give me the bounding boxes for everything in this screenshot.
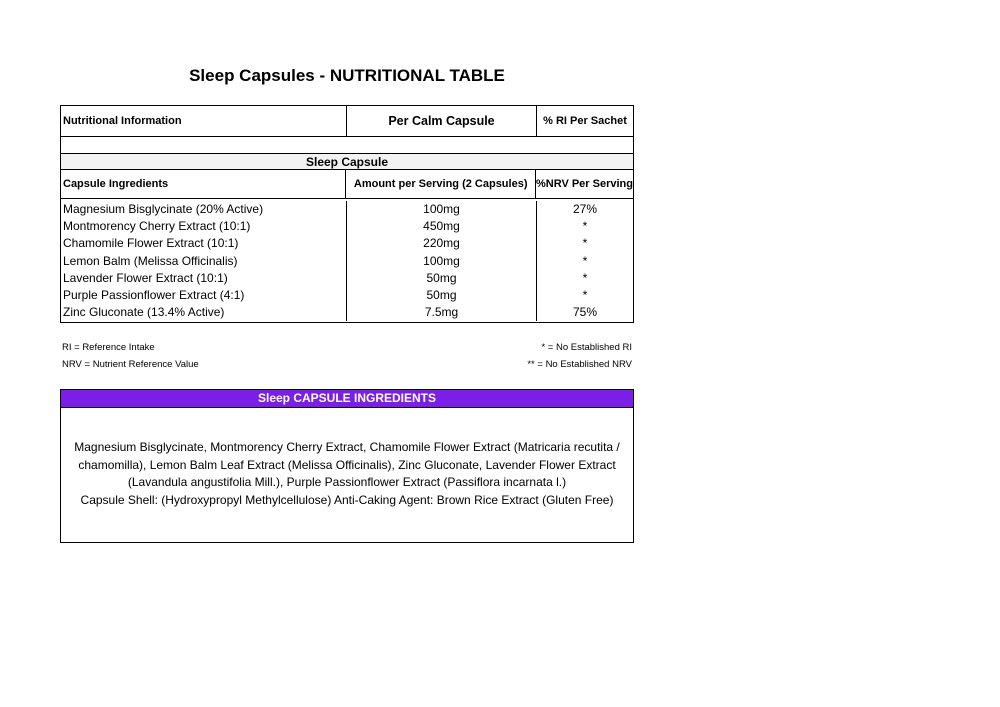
ingredient-amount: 7.5mg xyxy=(346,304,536,321)
ingredient-nrv: 27% xyxy=(536,201,633,217)
blank-row xyxy=(61,137,633,154)
note-ri: RI = Reference Intake xyxy=(62,342,155,353)
ingredient-amount: 50mg xyxy=(346,286,536,303)
ingredient-nrv: * xyxy=(536,235,633,252)
ingredient-name: Chamomile Flower Extract (10:1) xyxy=(63,236,239,251)
subheader-nrv-per-serving: %NRV Per Serving xyxy=(535,170,633,198)
nutrition-table xyxy=(60,105,634,323)
ingredient-name: Purple Passionflower Extract (4:1) xyxy=(63,288,245,303)
ingredient-amount: 100mg xyxy=(346,201,536,217)
ingredient-name: Zinc Gluconate (13.4% Active) xyxy=(63,305,225,320)
ingredient-nrv: * xyxy=(536,286,633,303)
subheader-amount-per-serving: Amount per Serving (2 Capsules) xyxy=(345,170,535,198)
ingredient-nrv: 75% xyxy=(536,304,633,321)
ingredients-line: Capsule Shell: (Hydroxypropyl Methylcellulose) Anti-Caking Agent: Brown Rice Extract (Gluten Free) xyxy=(80,492,614,507)
subheader-capsule-ingredients: Capsule Ingredients xyxy=(63,178,169,190)
table-row xyxy=(61,217,633,234)
table-row xyxy=(61,235,633,252)
ingredient-amount: 50mg xyxy=(346,269,536,286)
note-no-nrv: ** = No Established NRV xyxy=(527,359,632,370)
ingredient-amount: 220mg xyxy=(346,235,536,252)
table-row xyxy=(61,304,633,321)
ingredient-name: Lemon Balm (Melissa Officinalis) xyxy=(63,253,238,268)
table-header-row xyxy=(61,106,633,137)
ingredient-name: Magnesium Bisglycinate (20% Active) xyxy=(63,202,264,217)
page-title: Sleep Capsules - NUTRITIONAL TABLE xyxy=(189,66,505,85)
ingredients-text xyxy=(61,408,633,509)
table-subheader-row xyxy=(61,170,633,199)
ingredient-nrv: * xyxy=(536,252,633,269)
ingredient-name: Montmorency Cherry Extract (10:1) xyxy=(63,218,251,233)
table-body xyxy=(61,199,633,322)
ingredients-box xyxy=(60,389,634,543)
ingredient-amount: 450mg xyxy=(346,217,536,234)
header-ri-per-sachet: % RI Per Sachet xyxy=(536,106,633,136)
ingredient-nrv: * xyxy=(536,269,633,286)
ingredients-line: chamomilla), Lemon Balm Leaf Extract (Melissa Officinalis), Zinc Gluconate, Lavender Flower Extract xyxy=(78,457,616,472)
table-row xyxy=(61,252,633,269)
ingredient-nrv: * xyxy=(536,217,633,234)
table-row xyxy=(61,200,633,217)
note-no-ri: * = No Established RI xyxy=(541,342,632,353)
section-title: Sleep Capsule xyxy=(61,154,633,170)
ingredient-amount: 100mg xyxy=(346,252,536,269)
ingredients-heading: Sleep CAPSULE INGREDIENTS xyxy=(61,390,633,408)
table-row xyxy=(61,286,633,303)
note-nrv: NRV = Nutrient Reference Value xyxy=(62,359,199,370)
table-row xyxy=(61,269,633,286)
ingredients-line: (Lavandula angustifolia Mill.), Purple Passionflower Extract (Passiflora incarnata l.) xyxy=(127,475,567,489)
header-per-capsule: Per Calm Capsule xyxy=(346,106,536,136)
header-nutritional-information: Nutritional Information xyxy=(63,115,182,127)
ingredients-line: Magnesium Bisglycinate, Montmorency Cherry Extract, Chamomile Flower Extract (Matricaria recutita / xyxy=(74,440,620,454)
ingredient-name: Lavender Flower Extract (10:1) xyxy=(63,270,228,285)
